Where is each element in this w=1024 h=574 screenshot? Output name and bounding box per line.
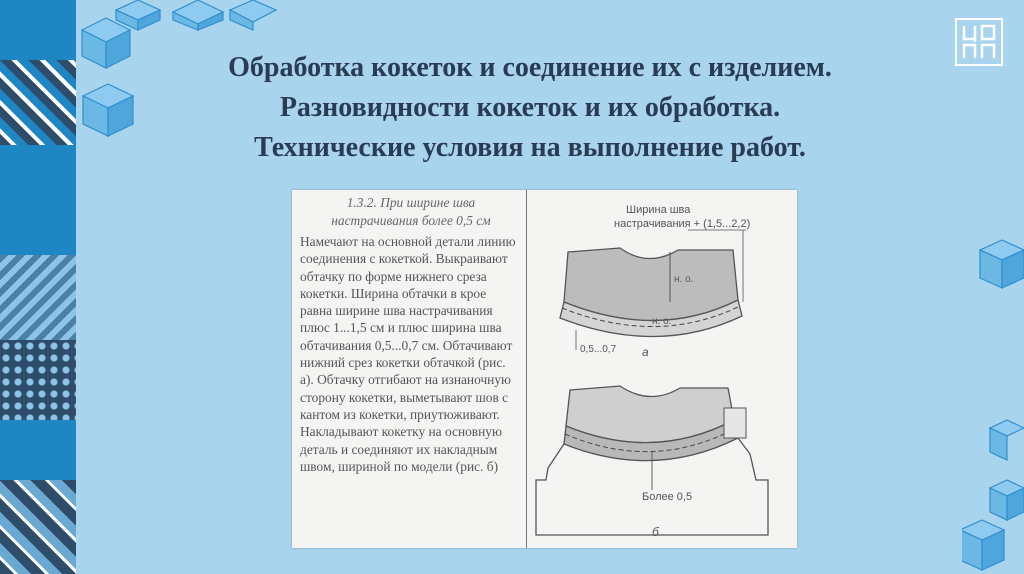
pattern-block — [0, 145, 76, 255]
diagram-b — [536, 386, 768, 539]
pattern-block — [0, 420, 76, 480]
diagram-b-letter: б — [652, 525, 659, 539]
section-heading-line: настрачивания более 0,5 см — [331, 213, 491, 228]
diagram-a-letter: а — [642, 345, 649, 359]
pattern-block — [0, 480, 76, 574]
copp-logo — [955, 18, 1003, 66]
title-line: Технические условия на выполнение работ. — [254, 132, 806, 163]
decorative-pattern-strip — [0, 0, 76, 574]
pattern-block — [0, 255, 76, 340]
label-no-lower: н. о. — [652, 316, 672, 327]
diagram-column — [528, 190, 797, 548]
label-seam-width: 0,5...0,7 — [580, 344, 617, 355]
column-divider — [526, 190, 527, 548]
section-heading — [306, 194, 516, 230]
section-heading-line: 1.3.2. При ширине шва — [346, 195, 476, 210]
textbook-figure — [292, 190, 797, 548]
title-line: Разновидности кокеток и их обработка. — [279, 92, 781, 123]
pattern-block — [0, 60, 76, 145]
diagram-a-caption: Ширина шва — [626, 204, 691, 216]
instruction-paragraph: Намечают на основной детали линию соединения с кокеткой. Выкраивают обтачку по форме нижнего среза кокетки. Ширина обтачки в крое равна ширине шва настрачивания плюс 1...1,5 см и плюс ширина шва обтачивания 0,5...0,7 см. Обтачивают нижний срез кокетки обтачкой (рис. а). Обтачку отгибают на изнаночную сторону кокетки, выметывают шов с кантом из кокетки, приутюживают. Накладывают кокетку на основную деталь и соединяют их накладным швом, шириной по модели (рис. б) — [300, 234, 516, 474]
yoke-diagrams — [528, 190, 797, 548]
label-no-upper: н. о. — [674, 274, 694, 285]
title-line: Обработка кокеток и соединение их с изделием. — [228, 52, 832, 83]
label-more-than: Более 0,5 — [642, 491, 693, 503]
pattern-block — [0, 0, 76, 60]
decorative-cubes-right — [962, 230, 1024, 574]
diagram-a-caption: настрачивания + (1,5...2,2) — [614, 218, 751, 230]
instruction-text-column — [292, 190, 524, 548]
slide-title — [150, 48, 910, 168]
pattern-block — [0, 340, 76, 420]
diagram-a — [560, 204, 750, 359]
